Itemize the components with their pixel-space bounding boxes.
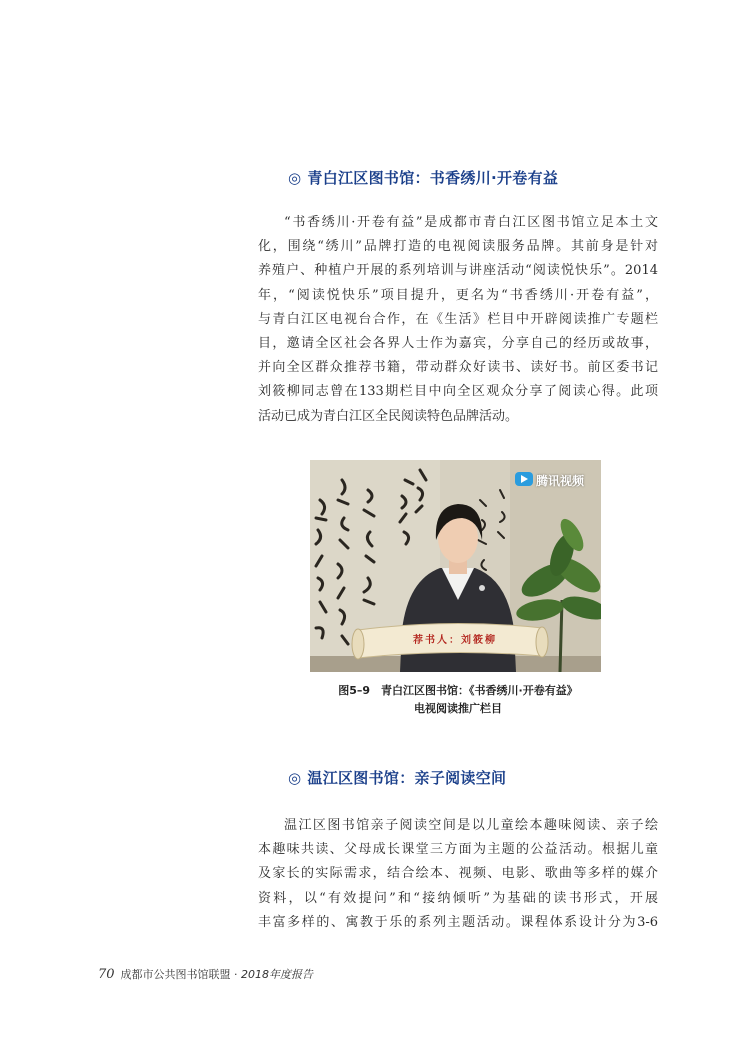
footer-separator: · [230,968,242,981]
body-line: 刘筱柳同志曾在133期栏目中向全区观众分享了阅读心得。此项 [258,384,658,400]
section-title: 青白江区图书馆：书香绣川·开卷有益 [307,169,559,187]
footer-report: 2018年度报告 [241,968,314,981]
watermark-text: 腾讯视频 [536,474,585,488]
page-footer [98,966,313,982]
body-line: 目，邀请全区社会各界人士作为嘉宾，分享自己的经历或故事， [258,336,658,352]
body-line: 及家长的实际需求，结合绘本、视频、电影、歌曲等多样的媒介 [258,866,658,882]
body-line: 丰富多样的、寓教于乐的系列主题活动。课程体系设计分为3-6 [258,914,658,930]
body-line: 本趣味共读、父母成长课堂三方面为主题的公益活动。根据儿童 [258,842,658,858]
body-line: 与青白江区电视台合作，在《生活》栏目中开辟阅读推广专题栏 [258,311,658,327]
tv-program-photo [310,460,601,672]
body-line: 养殖户、种植户开展的系列培训与讲座活动“阅读悦快乐”。2014 [258,263,658,279]
section-heading-wenjiang [288,767,506,788]
bullet-icon: ◎ [288,169,302,187]
body-line: 资料，以“有效提问”和“接纳倾听”为基础的读书形式，开展 [258,890,658,906]
body-line: 并向全区群众推荐书籍，带动群众好读书、读好书。前区委书记 [258,360,658,376]
body-line: 化，围绕“绣川”品牌打造的电视阅读服务品牌。其前身是针对 [258,239,658,255]
bullet-icon: ◎ [288,769,302,787]
scroll-text: 荐书人：刘筱柳 [413,635,497,646]
body-line: 温江区图书馆亲子阅读空间是以儿童绘本趣味阅读、亲子绘 [284,818,658,833]
video-watermark [515,472,533,486]
section-body-qingbaijiang [258,211,658,429]
body-line: 年，“阅读悦快乐”项目提升，更名为“书香绣川·开卷有益”， [258,287,658,303]
figure-caption-line2: 电视阅读推广栏目 [414,702,502,715]
figure-caption-line1: 图5–9 青白江区图书馆：《书香绣川·开卷有益》 [338,684,578,697]
section-title: 温江区图书馆：亲子阅读空间 [307,769,507,787]
section-heading-qingbaijiang [288,167,558,188]
section-body-wenjiang [258,814,658,935]
body-line: “书香绣川·开卷有益”是成都市青白江区图书馆立足本土文 [284,215,658,230]
body-line: 活动已成为青白江区全民阅读特色品牌活动。 [258,408,519,424]
page-number: 70 [98,967,115,982]
footer-org: 成都市公共图书馆联盟 [120,968,231,981]
